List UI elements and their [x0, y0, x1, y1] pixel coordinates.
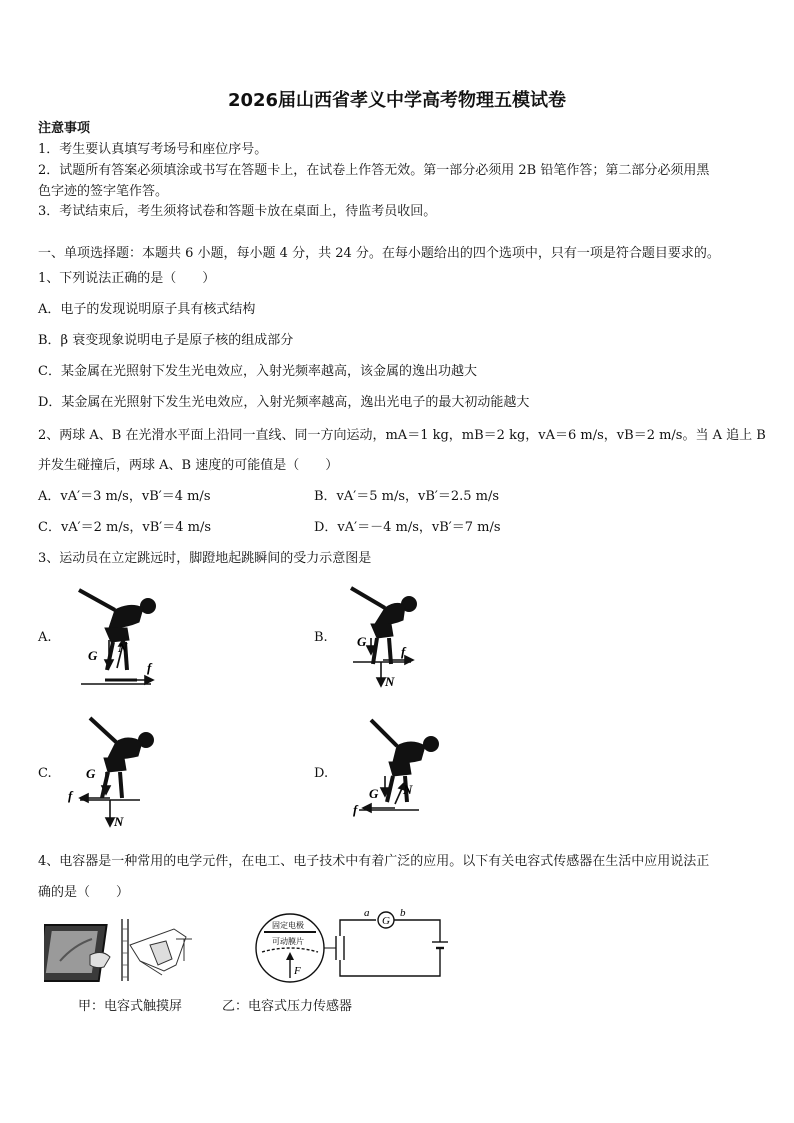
force-label-f: f — [353, 802, 358, 817]
section-heading: 一、单项选择题：本题共 6 小题，每小题 4 分，共 24 分。在每小题给出的四个选项中，只有一项是符合题目要求的。 — [38, 246, 720, 261]
q1-option-b: B．β 衰变现象说明电子是原子核的组成部分 — [38, 333, 294, 348]
force-label-f: f — [401, 644, 406, 659]
galvanometer-label: G — [382, 915, 390, 927]
touchscreen-illustration — [44, 915, 194, 985]
jumper-figure-d — [345, 712, 445, 824]
q1-stem: 1、下列说法正确的是（ ） — [38, 271, 216, 286]
q2-stem-line1: 2、两球 A、B 在光滑水平面上沿同一直线、同一方向运动，mA＝1 kg，mB＝2 kg，vA＝6 m/s，vB＝2 m/s。当 A 追上 B — [38, 428, 766, 443]
q3-option-a-label: A. — [38, 630, 52, 645]
page-title: 2026届山西省孝义中学高考物理五模试卷 — [227, 90, 567, 111]
q3-option-c-label: C. — [38, 766, 52, 781]
q4-stem-line1: 4、电容器是一种常用的电学元件，在电工、电子技术中有着广泛的应用。以下有关电容式传感器在生活中应用说法正 — [38, 854, 710, 869]
caption-pressure-sensor: 乙：电容式压力传感器 — [222, 999, 353, 1014]
jumper-figure-c — [62, 712, 157, 830]
q1-option-d: D．某金属在光照射下发生光电效应，入射光频率越高，逸出光电子的最大初动能越大 — [38, 395, 530, 410]
caption-touchscreen: 甲：电容式触摸屏 — [78, 999, 183, 1014]
notice-item-2-cont: 色字迹的签字笔作答。 — [38, 184, 169, 199]
q1-option-c: C．某金属在光照射下发生光电效应，入射光频率越高，该金属的逸出功越大 — [38, 364, 477, 379]
q3-stem: 3、运动员在立定跳远时，脚蹬地起跳瞬间的受力示意图是 — [38, 551, 372, 566]
force-label-n: N — [403, 782, 413, 797]
q2-option-a: A．vA′＝3 m/s，vB′＝4 m/s — [38, 489, 211, 504]
q1-option-a: A．电子的发现说明原子具有核式结构 — [38, 302, 256, 317]
force-label-n: N — [114, 814, 124, 829]
q2-option-b: B．vA′＝5 m/s，vB′＝2.5 m/s — [314, 489, 500, 504]
q2-option-c: C．vA′＝2 m/s，vB′＝4 m/s — [38, 520, 212, 535]
jumper-figure-a — [75, 580, 165, 692]
force-label-g: G — [86, 766, 96, 781]
notice-item-3: 3．考试结束后，考生须将试卷和答题卡放在桌面上，待监考员收回。 — [38, 204, 437, 219]
notice-heading: 注意事项 — [38, 121, 91, 136]
jumper-figure-b — [345, 580, 435, 692]
terminal-b-label: b — [400, 908, 406, 919]
pressure-sensor-illustration — [252, 908, 452, 988]
notice-item-1: 1．考生要认真填写考场号和座位序号。 — [38, 142, 268, 157]
force-label-g: G — [88, 648, 98, 663]
q3-option-b-label: B. — [314, 630, 328, 645]
q4-stem-line2: 确的是（ ） — [38, 885, 130, 900]
fixed-electrode-label: 固定电极 — [272, 921, 304, 930]
terminal-a-label: a — [364, 908, 370, 919]
force-label-f: F — [294, 965, 301, 977]
q2-option-d: D．vA′＝－4 m/s，vB′＝7 m/s — [314, 520, 501, 535]
force-label-g: G — [369, 786, 379, 801]
force-label-n: N — [385, 674, 395, 689]
q3-option-d-label: D. — [314, 766, 329, 781]
notice-item-2: 2．试题所有答案必须填涂或书写在答题卡上，在试卷上作答无效。第一部分必须用 2B 铅笔作答；第二部分必须用黑 — [38, 163, 710, 178]
q2-stem-line2: 并发生碰撞后，两球 A、B 速度的可能值是（ ） — [38, 458, 339, 473]
force-label-f: f — [147, 660, 152, 675]
force-label-f: f — [68, 788, 73, 803]
force-label-g: G — [357, 634, 367, 649]
force-label-n: N — [118, 640, 128, 655]
movable-diaphragm-label: 可动膜片 — [272, 937, 304, 946]
